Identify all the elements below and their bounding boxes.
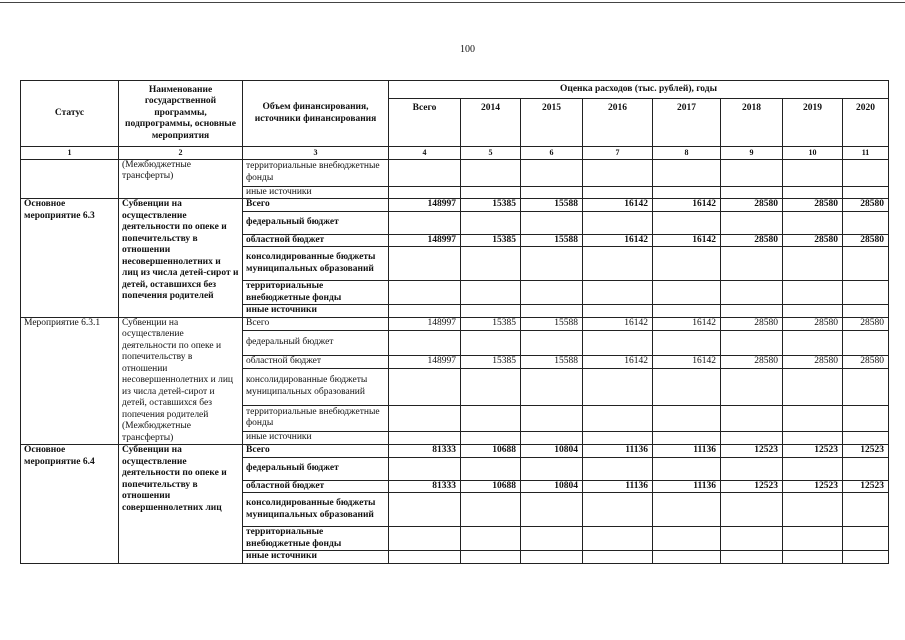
source-cell: территориальные внебюджетные фонды: [243, 281, 389, 305]
header-year: Всего: [389, 99, 461, 147]
value-cell: [389, 186, 461, 199]
value-cell: 28580: [721, 234, 783, 247]
value-cell: [721, 405, 783, 431]
value-cell: [721, 247, 783, 281]
column-index: 5: [461, 147, 521, 160]
value-cell: [521, 369, 583, 406]
value-cell: 28580: [721, 199, 783, 212]
value-cell: [389, 330, 461, 355]
value-cell: 16142: [583, 199, 653, 212]
value-cell: [653, 186, 721, 199]
value-cell: [653, 527, 721, 551]
source-cell: территориальные внебюджетные фонды: [243, 527, 389, 551]
table-row: [21, 199, 889, 212]
value-cell: 12523: [721, 480, 783, 493]
value-cell: 12523: [843, 445, 889, 458]
value-cell: 12523: [843, 480, 889, 493]
value-cell: [843, 405, 889, 431]
value-cell: 12523: [783, 445, 843, 458]
value-cell: [783, 551, 843, 564]
value-cell: [583, 527, 653, 551]
value-cell: [389, 551, 461, 564]
value-cell: [783, 369, 843, 406]
program-cell: Субвенции на осуществление деятельности по опеке и попечительству в отношении совершеннолетних лиц: [119, 445, 243, 564]
value-cell: [783, 281, 843, 305]
value-cell: [843, 330, 889, 355]
value-cell: [721, 457, 783, 480]
value-cell: [653, 405, 721, 431]
value-cell: 81333: [389, 480, 461, 493]
value-cell: [721, 369, 783, 406]
value-cell: [583, 457, 653, 480]
value-cell: [461, 369, 521, 406]
column-index: 11: [843, 147, 889, 160]
value-cell: 15385: [461, 199, 521, 212]
value-cell: [653, 493, 721, 527]
value-cell: [721, 551, 783, 564]
value-cell: 10804: [521, 480, 583, 493]
value-cell: [653, 281, 721, 305]
header-year: 2019: [783, 99, 843, 147]
value-cell: [461, 247, 521, 281]
value-cell: [583, 247, 653, 281]
status-cell: Основное мероприятие 6.3: [21, 199, 119, 318]
value-cell: [583, 330, 653, 355]
value-cell: [843, 281, 889, 305]
value-cell: [461, 431, 521, 445]
value-cell: [783, 247, 843, 281]
value-cell: [783, 527, 843, 551]
value-cell: [721, 159, 783, 186]
value-cell: [843, 305, 889, 318]
value-cell: [521, 247, 583, 281]
value-cell: 28580: [843, 199, 889, 212]
header-year: 2017: [653, 99, 721, 147]
value-cell: [583, 186, 653, 199]
header-status: Статус: [21, 81, 119, 147]
value-cell: [389, 527, 461, 551]
value-cell: 28580: [843, 234, 889, 247]
value-cell: [721, 305, 783, 318]
program-cell: (Межбюджетные трансферты): [119, 159, 243, 199]
value-cell: [843, 457, 889, 480]
header-year: 2018: [721, 99, 783, 147]
value-cell: [583, 493, 653, 527]
value-cell: 15385: [461, 234, 521, 247]
value-cell: [461, 211, 521, 234]
value-cell: 10804: [521, 445, 583, 458]
header-year: 2014: [461, 99, 521, 147]
value-cell: 15588: [521, 317, 583, 330]
column-index: 9: [721, 147, 783, 160]
value-cell: 16142: [653, 234, 721, 247]
source-cell: консолидированные бюджеты муниципальных образований: [243, 369, 389, 406]
value-cell: [461, 551, 521, 564]
value-cell: [721, 186, 783, 199]
value-cell: [721, 281, 783, 305]
top-border-line: [0, 2, 905, 3]
value-cell: 15385: [461, 317, 521, 330]
value-cell: [521, 431, 583, 445]
column-index: 6: [521, 147, 583, 160]
value-cell: 28580: [843, 355, 889, 368]
value-cell: [461, 527, 521, 551]
value-cell: [521, 493, 583, 527]
column-index: 10: [783, 147, 843, 160]
value-cell: [583, 431, 653, 445]
value-cell: [721, 431, 783, 445]
value-cell: [389, 159, 461, 186]
value-cell: 81333: [389, 445, 461, 458]
value-cell: [843, 527, 889, 551]
source-cell: федеральный бюджет: [243, 211, 389, 234]
value-cell: 15385: [461, 355, 521, 368]
value-cell: [389, 457, 461, 480]
value-cell: [653, 305, 721, 318]
source-cell: областной бюджет: [243, 234, 389, 247]
value-cell: [721, 493, 783, 527]
program-cell: Субвенции на осуществление деятельности по опеке и попечительству в отношении несовершеннолетних и лиц из числа детей-сирот и детей, оставшихся без попечения родителей (Межбюджетные трансферты): [119, 317, 243, 445]
table-row: [21, 317, 889, 330]
status-cell: Мероприятие 6.3.1: [21, 317, 119, 445]
value-cell: [653, 247, 721, 281]
value-cell: 11136: [583, 480, 653, 493]
value-cell: 28580: [721, 317, 783, 330]
column-index: 7: [583, 147, 653, 160]
source-cell: консолидированные бюджеты муниципальных образований: [243, 247, 389, 281]
value-cell: [461, 493, 521, 527]
value-cell: 16142: [653, 355, 721, 368]
column-index: 4: [389, 147, 461, 160]
header-year: 2020: [843, 99, 889, 147]
value-cell: [389, 305, 461, 318]
value-cell: 11136: [653, 480, 721, 493]
value-cell: [521, 186, 583, 199]
source-cell: иные источники: [243, 431, 389, 445]
value-cell: [521, 159, 583, 186]
value-cell: [521, 281, 583, 305]
source-cell: территориальные внебюджетные фонды: [243, 159, 389, 186]
value-cell: [843, 493, 889, 527]
value-cell: [389, 369, 461, 406]
value-cell: 15588: [521, 234, 583, 247]
value-cell: 11136: [653, 445, 721, 458]
value-cell: 12523: [783, 480, 843, 493]
value-cell: [583, 281, 653, 305]
value-cell: 16142: [653, 317, 721, 330]
value-cell: 148997: [389, 199, 461, 212]
value-cell: [461, 457, 521, 480]
value-cell: 16142: [583, 355, 653, 368]
program-cell: Субвенции на осуществление деятельности по опеке и попечительству в отношении несовершеннолетних и лиц из числа детей-сирот и детей, оставшихся без попечения родителей: [119, 199, 243, 318]
value-cell: 28580: [783, 199, 843, 212]
value-cell: [521, 405, 583, 431]
source-cell: федеральный бюджет: [243, 457, 389, 480]
value-cell: [389, 281, 461, 305]
value-cell: [521, 211, 583, 234]
header-estimate: Оценка расходов (тыс. рублей), годы: [389, 81, 889, 99]
header-year: 2016: [583, 99, 653, 147]
value-cell: 28580: [783, 317, 843, 330]
value-cell: 16142: [653, 199, 721, 212]
value-cell: [521, 457, 583, 480]
source-cell: иные источники: [243, 186, 389, 199]
value-cell: [843, 431, 889, 445]
value-cell: [653, 369, 721, 406]
value-cell: [843, 211, 889, 234]
value-cell: [783, 457, 843, 480]
value-cell: [461, 405, 521, 431]
value-cell: 12523: [721, 445, 783, 458]
value-cell: [461, 159, 521, 186]
value-cell: [783, 493, 843, 527]
value-cell: 11136: [583, 445, 653, 458]
value-cell: [583, 369, 653, 406]
source-cell: иные источники: [243, 551, 389, 564]
value-cell: [461, 305, 521, 318]
value-cell: 10688: [461, 480, 521, 493]
value-cell: 16142: [583, 234, 653, 247]
page-number: 100: [460, 44, 475, 55]
column-index: 3: [243, 147, 389, 160]
value-cell: [461, 281, 521, 305]
source-cell: Всего: [243, 445, 389, 458]
value-cell: 15588: [521, 199, 583, 212]
expenditure-table: [20, 80, 889, 564]
value-cell: [653, 457, 721, 480]
source-cell: федеральный бюджет: [243, 330, 389, 355]
header-program: Наименование государственной программы, подпрограммы, основные мероприятия: [119, 81, 243, 147]
table-row: [21, 445, 889, 458]
header-year: 2015: [521, 99, 583, 147]
source-cell: областной бюджет: [243, 355, 389, 368]
value-cell: [653, 159, 721, 186]
source-cell: областной бюджет: [243, 480, 389, 493]
value-cell: [783, 186, 843, 199]
value-cell: [843, 247, 889, 281]
value-cell: [389, 247, 461, 281]
value-cell: [653, 551, 721, 564]
value-cell: 28580: [783, 234, 843, 247]
value-cell: [583, 305, 653, 318]
source-cell: иные источники: [243, 305, 389, 318]
value-cell: [653, 330, 721, 355]
status-cell: Основное мероприятие 6.4: [21, 445, 119, 564]
value-cell: [783, 431, 843, 445]
source-cell: Всего: [243, 317, 389, 330]
value-cell: [721, 211, 783, 234]
source-cell: консолидированные бюджеты муниципальных образований: [243, 493, 389, 527]
value-cell: [783, 211, 843, 234]
value-cell: [583, 159, 653, 186]
source-cell: Всего: [243, 199, 389, 212]
value-cell: 15588: [521, 355, 583, 368]
header-financing: Объем финансирования, источники финансирования: [243, 81, 389, 147]
value-cell: [843, 186, 889, 199]
value-cell: [843, 159, 889, 186]
value-cell: [783, 159, 843, 186]
value-cell: [653, 431, 721, 445]
value-cell: [389, 211, 461, 234]
value-cell: [721, 330, 783, 355]
value-cell: 28580: [783, 355, 843, 368]
status-cell: [21, 159, 119, 199]
value-cell: [461, 186, 521, 199]
value-cell: 28580: [843, 317, 889, 330]
value-cell: [583, 405, 653, 431]
value-cell: [583, 211, 653, 234]
value-cell: 16142: [583, 317, 653, 330]
value-cell: [653, 211, 721, 234]
column-index: 2: [119, 147, 243, 160]
table-row: [21, 159, 889, 186]
source-cell: территориальные внебюджетные фонды: [243, 405, 389, 431]
value-cell: 148997: [389, 234, 461, 247]
value-cell: [843, 369, 889, 406]
value-cell: [389, 405, 461, 431]
value-cell: [389, 431, 461, 445]
value-cell: [461, 330, 521, 355]
value-cell: 28580: [721, 355, 783, 368]
value-cell: 148997: [389, 355, 461, 368]
column-index: 1: [21, 147, 119, 160]
column-index: 8: [653, 147, 721, 160]
value-cell: [783, 330, 843, 355]
value-cell: [521, 527, 583, 551]
value-cell: [583, 551, 653, 564]
value-cell: [843, 551, 889, 564]
value-cell: [783, 405, 843, 431]
value-cell: [521, 330, 583, 355]
value-cell: 148997: [389, 317, 461, 330]
value-cell: 10688: [461, 445, 521, 458]
value-cell: [721, 527, 783, 551]
value-cell: [521, 551, 583, 564]
value-cell: [783, 305, 843, 318]
value-cell: [521, 305, 583, 318]
value-cell: [389, 493, 461, 527]
